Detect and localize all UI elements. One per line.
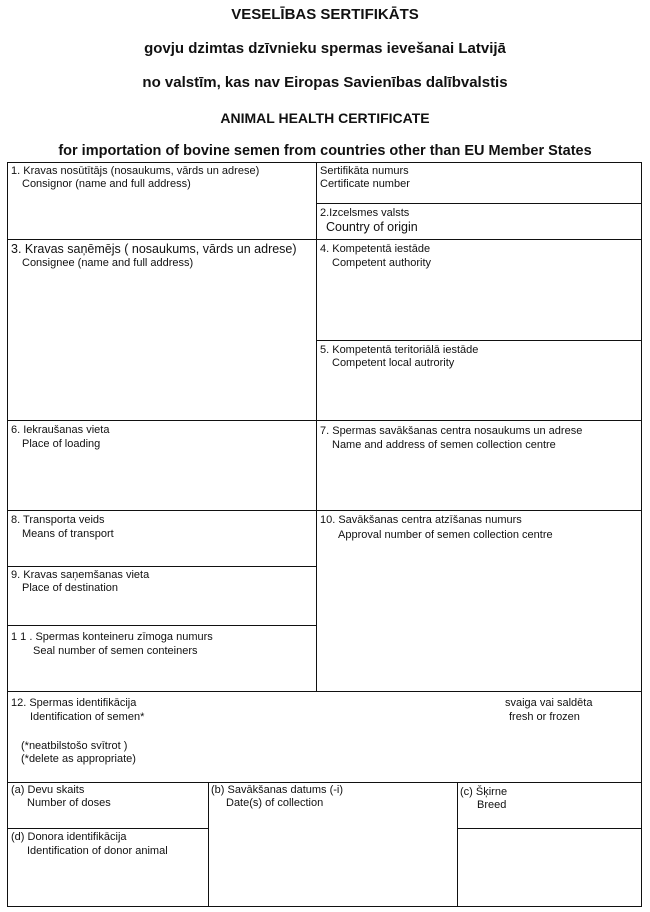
semen-identification-label-en: Identification of semen* xyxy=(30,711,145,723)
competent-local-authority-label-en: Competent local autrority xyxy=(332,357,455,369)
certificate-number-label-lv: Sertifikāta numurs xyxy=(320,165,409,177)
fresh-or-frozen-label-en: fresh or frozen xyxy=(509,711,580,723)
seal-number-label-lv: 1 1 . Spermas konteineru zīmoga numurs xyxy=(11,631,213,643)
collection-dates-label-lv: (b) Savākšanas datums (-i) xyxy=(211,784,344,796)
approval-number-label-lv: 10. Savākšanas centra atzīšanas numurs xyxy=(320,514,522,526)
country-of-origin-label-lv: 2.Izcelsmes valsts xyxy=(320,207,410,219)
collection-centre-label-en: Name and address of semen collection centre xyxy=(332,439,556,451)
competent-local-authority-label-lv: 5. Kompetentā teritoriālā iestāde xyxy=(320,344,479,356)
consignee-label-lv: 3. Kravas saņēmējs ( nosaukums, vārds un adrese) xyxy=(11,242,297,256)
certificate-number-label-en: Certificate number xyxy=(320,178,410,190)
collection-dates-label-en: Date(s) of collection xyxy=(226,797,324,809)
place-of-loading-label-lv: 6. Iekraušanas vieta xyxy=(11,424,110,436)
seal-number-label-en: Seal number of semen conteiners xyxy=(33,645,198,657)
subtitle-en: for importation of bovine semen from countries other than EU Member States xyxy=(58,143,592,159)
donor-identification-label-lv: (d) Donora identifikācija xyxy=(11,831,127,843)
collection-centre-label-lv: 7. Spermas savākšanas centra nosaukums un adrese xyxy=(320,425,583,437)
place-of-destination-label-lv: 9. Kravas saņemšanas vieta xyxy=(11,569,150,581)
consignor-label-en: Consignor (name and full address) xyxy=(22,178,191,190)
country-of-origin-label-en: Country of origin xyxy=(326,220,418,234)
competent-authority-label-lv: 4. Kompetentā iestāde xyxy=(320,243,431,255)
number-of-doses-label-lv: (a) Devu skaits xyxy=(11,784,85,796)
subtitle-lv-line2: no valstīm, kas nav Eiropas Savienības dalībvalstis xyxy=(142,74,508,91)
place-of-loading-label-en: Place of loading xyxy=(22,438,101,450)
consignor-label-lv: 1. Kravas nosūtītājs (nosaukums, vārds un adrese) xyxy=(11,165,260,177)
title-lv: VESELĪBAS SERTIFIKĀTS xyxy=(231,6,419,23)
delete-note-lv: (*neatbilstošo svītrot ) xyxy=(21,740,128,752)
donor-identification-label-en: Identification of donor animal xyxy=(27,845,168,857)
title-en: ANIMAL HEALTH CERTIFICATE xyxy=(220,110,430,126)
fresh-or-frozen-label-lv: svaiga vai saldēta xyxy=(505,697,593,709)
consignee-label-en: Consignee (name and full address) xyxy=(22,257,194,269)
competent-authority-label-en: Competent authority xyxy=(332,257,432,269)
number-of-doses-label-en: Number of doses xyxy=(27,797,111,809)
approval-number-label-en: Approval number of semen collection centre xyxy=(338,529,553,541)
breed-label-lv: (c) Šķirne xyxy=(460,786,508,798)
means-of-transport-label-lv: 8. Transporta veids xyxy=(11,514,105,526)
place-of-destination-label-en: Place of destination xyxy=(22,582,119,594)
subtitle-lv-line1: govju dzimtas dzīvnieku spermas ievešanai Latvijā xyxy=(144,40,506,57)
means-of-transport-label-en: Means of transport xyxy=(22,528,114,540)
delete-note-en: (*delete as appropriate) xyxy=(21,753,136,765)
breed-label-en: Breed xyxy=(477,799,507,811)
semen-identification-label-lv: 12. Spermas identifikācija xyxy=(11,697,137,709)
